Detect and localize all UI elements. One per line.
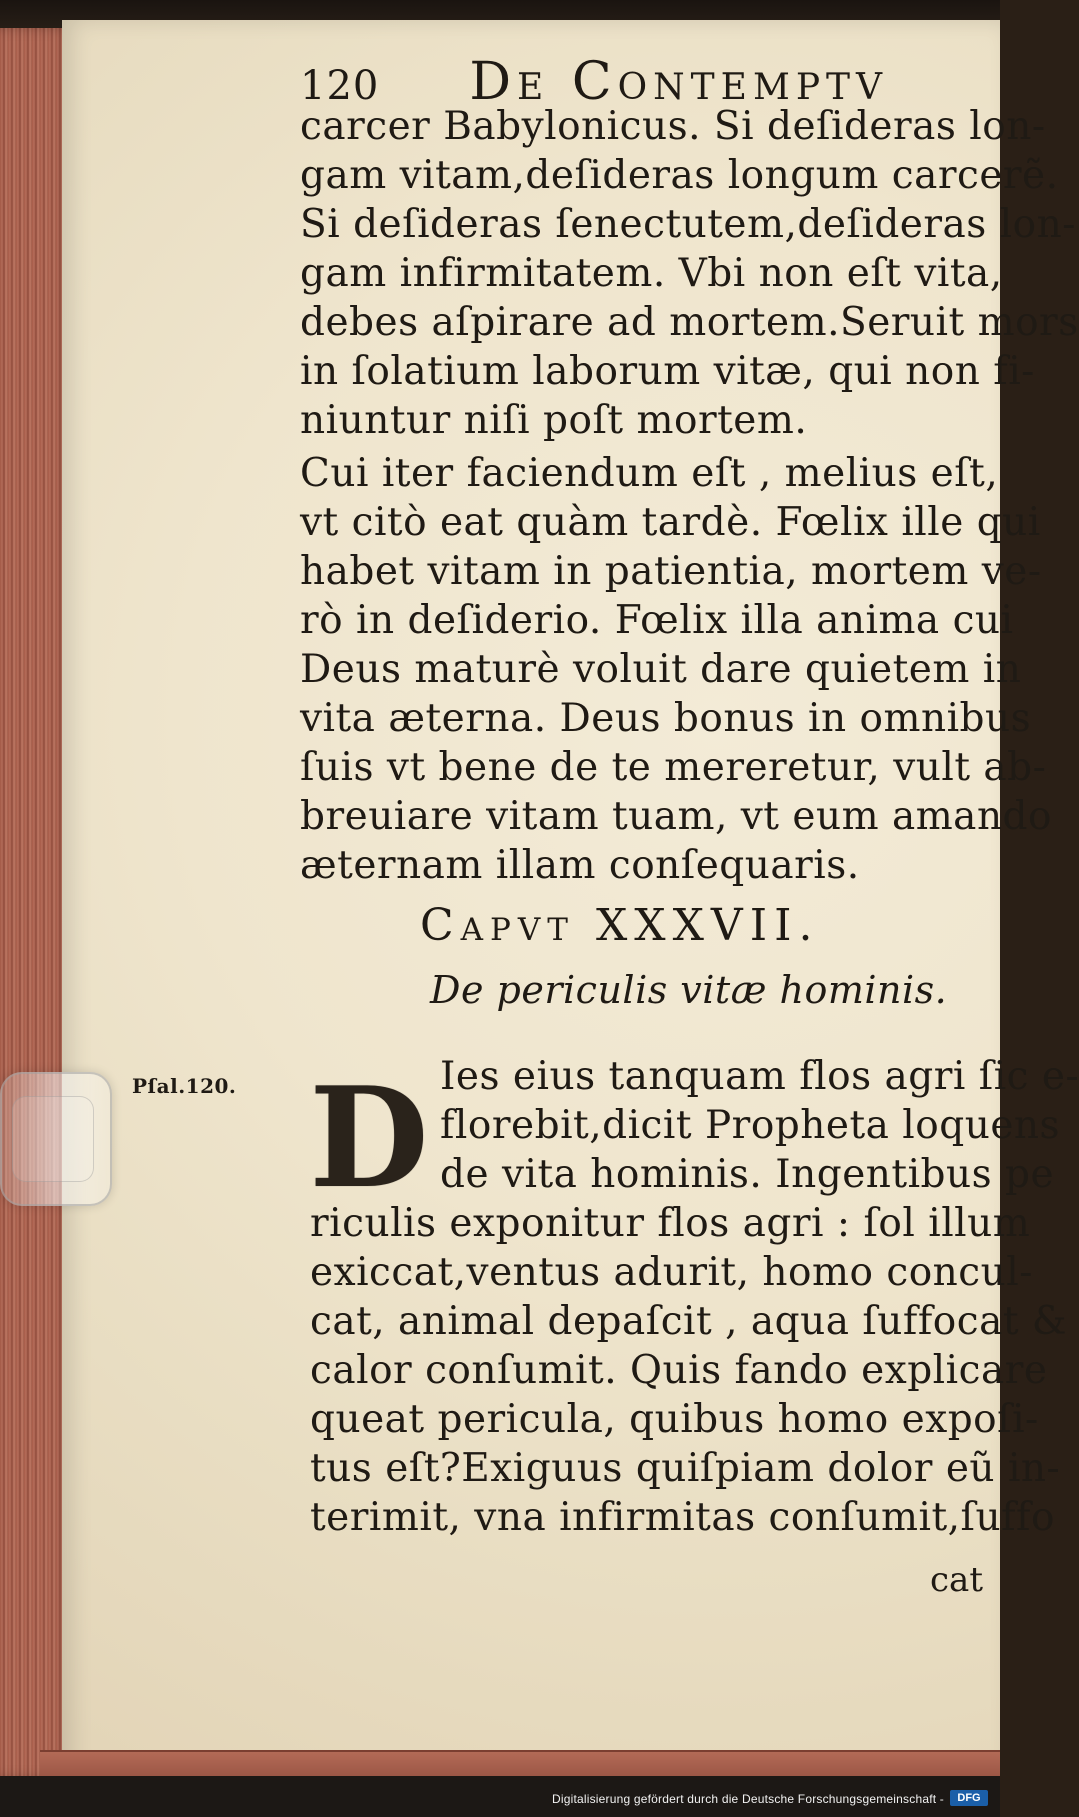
text-line: riculis exponitur flos agri : ſol illum (310, 1201, 1031, 1246)
text-line: ſuis vt bene de te mereretur, vult ab- (300, 745, 1047, 790)
text-line: in ſolatium laborum vitæ, qui non fi- (300, 349, 1035, 394)
text-line: Ies eius tanquam flos agri ſic e- (440, 1054, 1079, 1099)
drop-cap: D (309, 1056, 429, 1219)
text-line: vita æterna. Deus bonus in omnibus (300, 696, 1032, 741)
text-line: gam infirmitatem. Vbi non eſt vita, (300, 251, 1003, 296)
text-line: æternam illam conſequaris. (300, 843, 860, 888)
chapter-body (310, 1199, 1068, 1542)
text-line: niuntur niſi poſt mortem. (300, 398, 808, 443)
chapter-dropcap-lines (440, 1052, 1079, 1199)
book-bottom-edge (40, 1750, 1000, 1776)
text-line: rò in deſiderio. Fœlix illa anima cui (300, 598, 1014, 643)
text-line: carcer Babylonicus. Si deſideras lon- (300, 104, 1046, 149)
text-line: vt citò eat quàm tardè. Fœlix ille qui (300, 500, 1041, 545)
text-line: tus eſt?Exiguus quiſpiam dolor eũ in- (310, 1446, 1061, 1491)
text-line: gam vitam,deſideras longum carcerẽ. (300, 153, 1059, 198)
text-line: debes aſpirare ad mortem.Seruit mors (300, 300, 1079, 345)
text-line: calor conſumit. Quis fando explicare (310, 1348, 1048, 1393)
text-line: Deus maturè voluit dare quietem in (300, 647, 1022, 692)
dfg-logo: DFG (950, 1790, 988, 1806)
text-line: de vita hominis. Ingentibus pe (440, 1152, 1055, 1197)
text-line: exiccat,ventus adurit, homo concul- (310, 1250, 1033, 1295)
text-line: breuiare vitam tuam, vt eum amando (300, 794, 1053, 839)
chapter-subtitle: De periculis vitæ hominis. (430, 968, 948, 1012)
page-clip (0, 1072, 112, 1206)
chapter-heading: Capvt XXXVII. (420, 900, 820, 951)
paragraph-1 (300, 102, 1079, 445)
text-line: florebit,dicit Propheta loquens (440, 1103, 1061, 1148)
text-line: Si deſideras ſenectutem,deſideras lon- (300, 202, 1076, 247)
text-line: Cui iter faciendum eſt , melius eſt, (300, 451, 999, 496)
catchword: cat (930, 1560, 983, 1600)
margin-note: Pſal.120. (132, 1074, 237, 1098)
footer-credit: Digitalisierung gefördert durch die Deutsche Forschungsgemeinschaft - (552, 1792, 944, 1806)
text-line: cat, animal depaſcit , aqua ſuffocat & (310, 1299, 1068, 1344)
page-clip-inner (12, 1096, 94, 1182)
text-line: habet vitam in patientia, mortem ve- (300, 549, 1042, 594)
running-title: De Contemptv (469, 52, 889, 112)
text-line: terimit, vna infirmitas conſumit,ſuffo (310, 1495, 1055, 1540)
paragraph-2 (300, 449, 1053, 890)
page-number: 120 (300, 63, 380, 109)
text-line: queat pericula, quibus homo expoſi- (310, 1397, 1039, 1442)
